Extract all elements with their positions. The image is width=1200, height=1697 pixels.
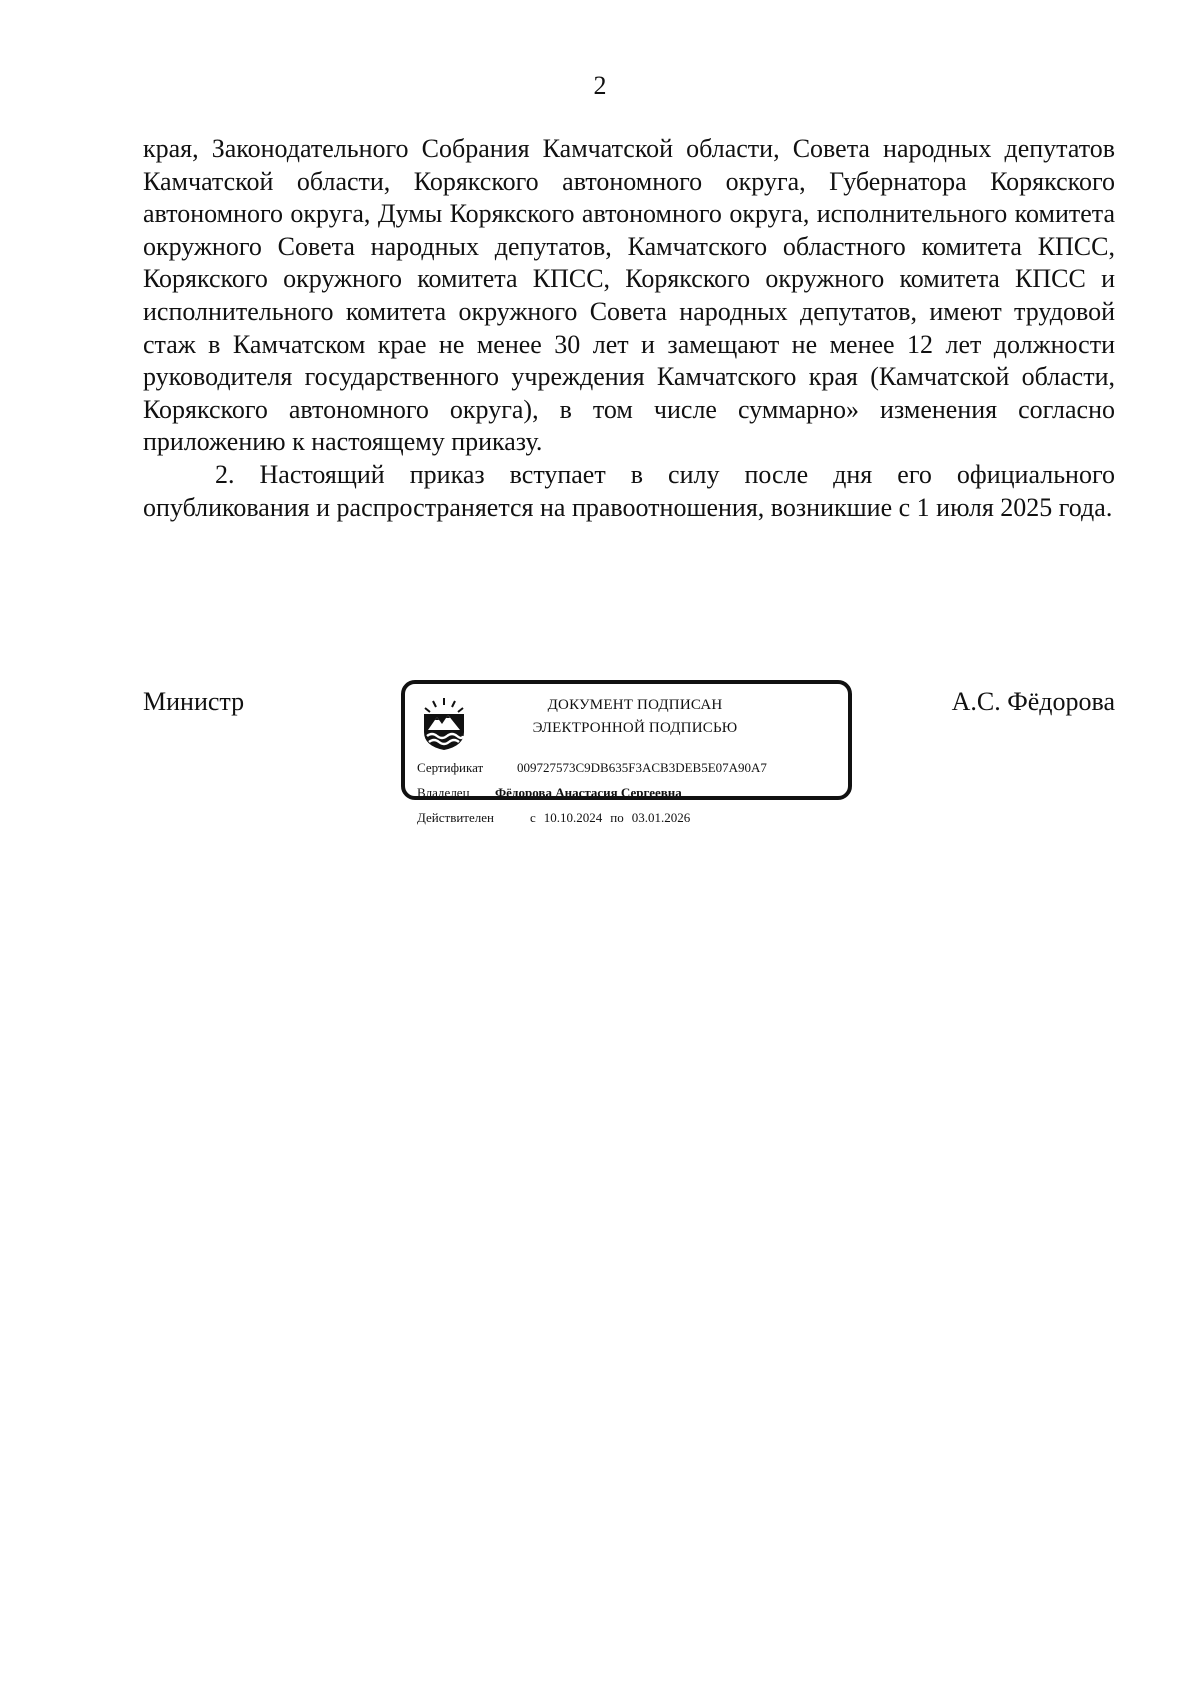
valid-label: Действителен [417,810,494,825]
valid-from-prefix: с [530,810,536,825]
owner-label: Владелец [417,785,470,800]
stamp-owner-row [417,785,682,801]
body-paragraph-2: 2. Настоящий приказ вступает в силу после дня его официального опубликования и распространяется на правоотношения, возникшие с 1 июля 2025 года. [143,459,1115,522]
stamp-heading-line-1: ДОКУМЕНТ ПОДПИСАН [547,697,723,713]
valid-to-prefix: по [610,810,624,825]
stamp-heading [485,694,785,740]
valid-to-date: 03.01.2026 [631,810,691,825]
electronic-signature-stamp [401,680,852,825]
body-paragraph-1: края, Законодательного Собрания Камчатской области, Совета народных депутатов Камчатской области, Корякского автономного округа, Губернатора Корякского автономного округа, Думы Корякского автономного округа, исполнительного комитета окружного Совета народных депутатов, Камчатского областного комитета КПСС, Корякского окружного комитета КПСС, Корякского окружного комитета КПСС и исполнительного комитета окружного Совета народных депутатов, имеют трудовой стаж в Камчатском крае не менее 30 лет и замещают не менее 12 лет должности руководителя государственного учреждения Камчатского края (Камчатской области, Корякского автономного округа), в том числе суммарно» изменения согласно приложению к настоящему приказу. [143,134,1115,457]
certificate-value: 009727573C9DB635F3ACB3DEB5E07A90A7 [517,760,767,775]
signatory-name: А.С. Фёдорова [951,687,1115,716]
signatory-role: Министр [143,687,245,716]
kamchatka-coat-of-arms-icon [419,696,469,752]
owner-value: Фёдорова Анастасия Сергеевна [495,785,682,800]
document-body [143,133,1115,524]
stamp-validity-row [417,810,690,826]
valid-from-date: 10.10.2024 [543,810,603,825]
certificate-label: Сертификат [417,760,484,775]
page-number: 2 [593,71,607,100]
stamp-heading-line-2: ЭЛЕКТРОННОЙ ПОДПИСЬЮ [532,720,738,736]
stamp-certificate-row [417,760,767,776]
